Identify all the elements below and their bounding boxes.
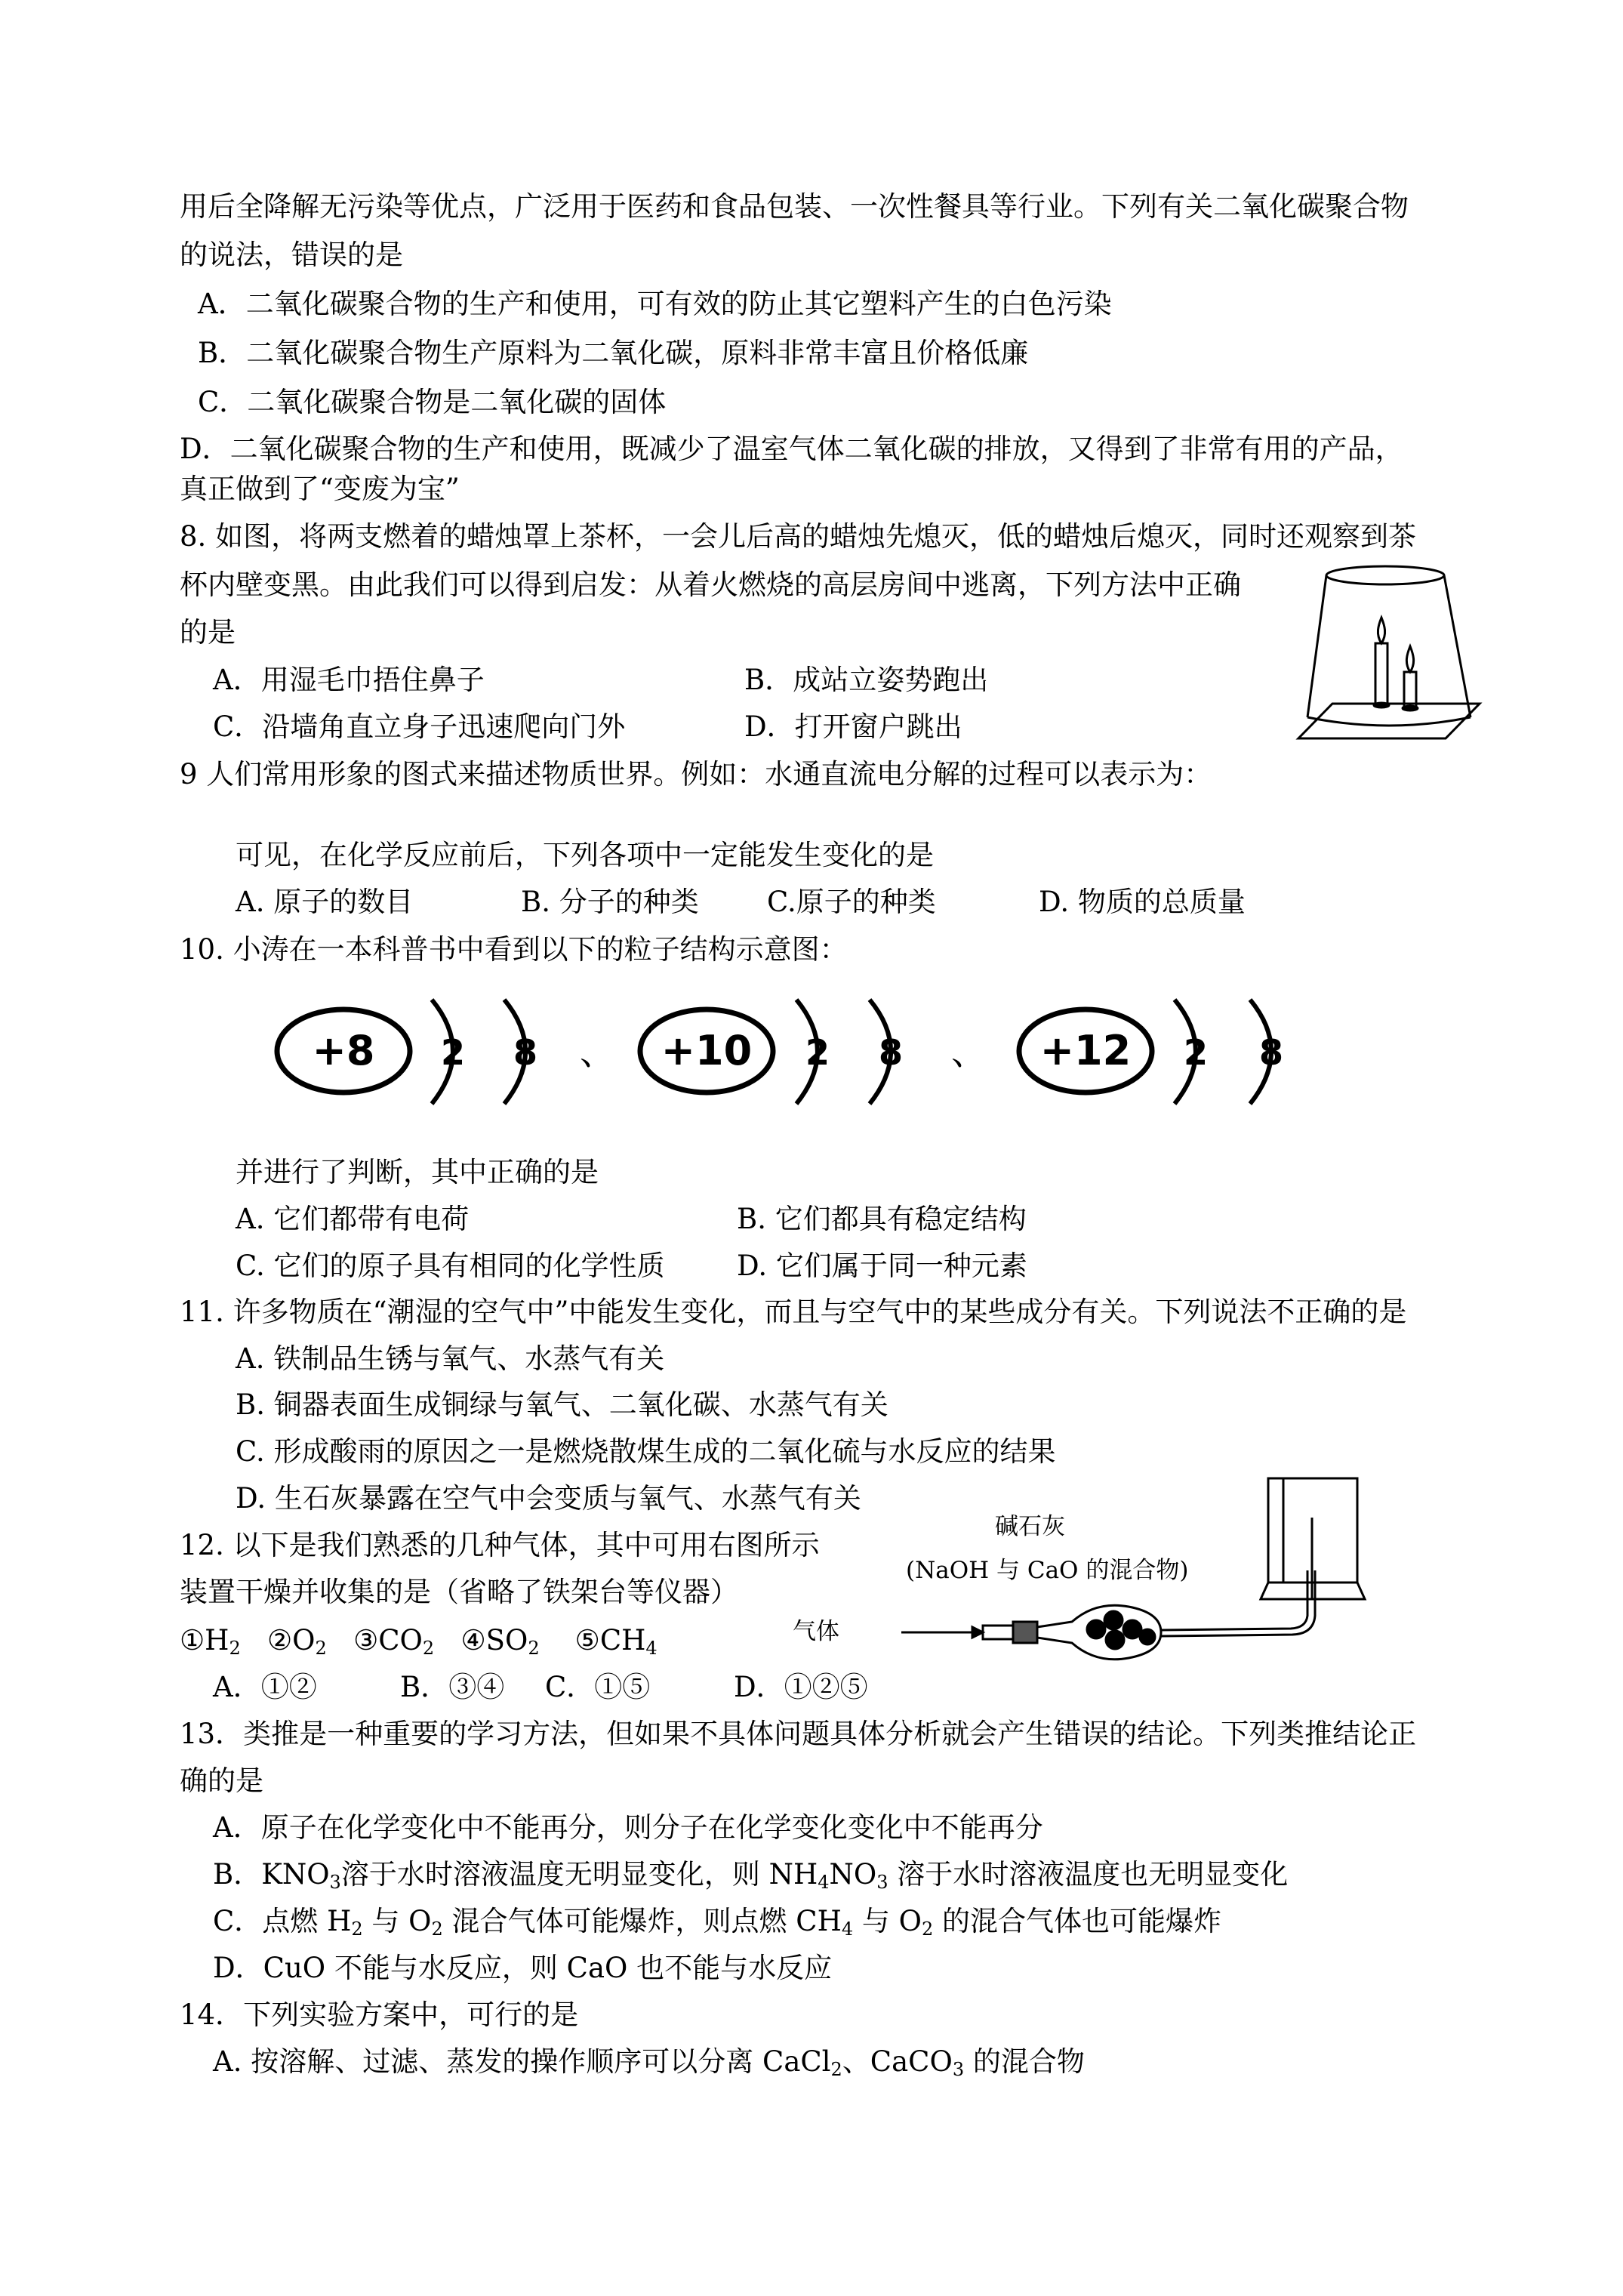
q11-option-a: A. 铁制品生锈与氧气、水蒸气有关 (236, 1342, 665, 1375)
fig-gas-label: 气体 (793, 1618, 839, 1645)
q10-option-d: D. 它们属于同一种元素 (737, 1250, 1027, 1282)
particle-structure-diagrams (272, 989, 1359, 1121)
q14-option-a: A. 按溶解、过滤、蒸发的操作顺序可以分离 CaCl$_2$、CaCO$_3$ 的混合物 (213, 2045, 1085, 2080)
particle-1-nucleus: +8 (312, 1027, 375, 1074)
cup-bottom (1326, 566, 1444, 584)
q9-line2: 可见，在化学反应前后，下列各项中一定能发生变化的是 (236, 839, 934, 871)
q10-option-b: B. 它们都具有稳定结构 (737, 1203, 1027, 1235)
q10-line2: 并进行了判断，其中正确的是 (236, 1156, 599, 1188)
q12-stem-line2: 装置干燥并收集的是（省略了铁架台等仪器） (180, 1576, 738, 1608)
tall-candle (1375, 643, 1387, 705)
particle-2-shell2: 8 (878, 1032, 904, 1073)
q13-option-d: D．CuO 不能与水反应，则 CaO 也不能与水反应 (213, 1952, 833, 1984)
particle-2-shell1: 2 (805, 1032, 830, 1073)
q9-stem: 9 人们常用形象的图式来描述物质世界。例如：水通直流电分解的过程可以表示为： (180, 758, 1212, 791)
fig-mixture-label: (NaOH 与 CaO 的混合物) (906, 1557, 1189, 1584)
q12-option-b: B．③④ (400, 1671, 505, 1703)
q9-option-d: D. 物质的总质量 (1039, 886, 1246, 918)
particle-1-shell1: 2 (440, 1032, 466, 1073)
q8-stem-line2: 杯内壁变黑。由此我们可以得到启发：从着火燃烧的高层房间中逃离，下列方法中正确 (180, 569, 1241, 601)
q11-option-c: C. 形成酸雨的原因之一是燃烧散煤生成的二氧化硫与水反应的结果 (236, 1435, 1056, 1468)
particle-3-shell2: 8 (1258, 1032, 1284, 1073)
q8-option-d: D．打开窗户跳出 (744, 710, 962, 743)
q8-stem-line3: 的是 (180, 616, 236, 649)
q8-option-a: A．用湿毛巾捂住鼻子 (213, 664, 485, 696)
cup-rim (1307, 717, 1471, 726)
q7-stem-line1: 用后全降解无污染等优点，广泛用于医药和食品包装、一次性餐具等行业。下列有关二氧化碳聚合物 (180, 190, 1409, 223)
q11-option-b: B. 铜器表面生成铜绿与氧气、二氧化碳、水蒸气有关 (236, 1388, 888, 1421)
separator-2: 、 (951, 1032, 986, 1073)
q7-option-c: C．二氧化碳聚合物是二氧化碳的固体 (198, 386, 667, 418)
particle-2-nucleus: +10 (661, 1027, 753, 1074)
q12-option-d: D．①②⑤ (734, 1671, 868, 1703)
q7-option-d-line2: 真正做到了“变废为宝” (180, 473, 460, 505)
q7-option-b: B．二氧化碳聚合物生产原料为二氧化碳，原料非常丰富且价格低廉 (198, 337, 1029, 369)
q8-option-b: B．成站立姿势跑出 (744, 664, 989, 696)
q8-stem-line1: 8. 如图，将两支燃着的蜡烛罩上茶杯，一会儿后高的蜡烛先熄灭，低的蜡烛后熄灭，同时还观察到茶 (180, 520, 1417, 553)
particle-3 (1019, 1000, 1283, 1104)
q9-option-b: B. 分子的种类 (521, 886, 699, 918)
q14-stem: 14．下列实验方案中，可行的是 (180, 1999, 579, 2031)
cup-left-wall (1307, 575, 1326, 717)
q9-option-a: A. 原子的数目 (236, 886, 414, 918)
q10-option-a: A. 它们都带有电荷 (236, 1203, 470, 1235)
q8-option-c: C．沿墙角直立身子迅速爬向门外 (213, 710, 626, 743)
q13-option-c: C．点燃 $H_2$ 与 $O_2$ 混合气体可能爆炸，则点燃 $CH_4$ 与 $O_2$ 的混合气体也可能爆炸 (213, 1905, 1222, 1940)
drying-apparatus-figure (898, 1472, 1374, 1672)
q13-option-a: A．原子在化学变化中不能再分，则分子在化学变化变化中不能再分 (213, 1811, 1043, 1844)
cup-right-wall (1444, 575, 1471, 717)
q12-option-c: C．①⑤ (545, 1671, 651, 1703)
particle-2 (640, 1000, 903, 1104)
q12-option-a: A．①② (213, 1671, 317, 1703)
q13-stem-line2: 确的是 (180, 1764, 263, 1797)
q7-option-a: A．二氧化碳聚合物的生产和使用，可有效的防止其它塑料产生的白色污染 (198, 288, 1112, 320)
q12-stem-line1: 12. 以下是我们熟悉的几种气体，其中可用右图所示 (180, 1529, 820, 1561)
q7-option-d-line1: D．二氧化碳聚合物的生产和使用，既减少了温室气体二氧化碳的排放，又得到了非常有用的产品， (180, 433, 1403, 465)
q11-stem: 11. 许多物质在“潮湿的空气中”中能发生变化，而且与空气中的某些成分有关。下列说法不正确的是 (180, 1296, 1407, 1328)
short-candle-flame (1406, 646, 1413, 672)
q10-stem: 10. 小涛在一本科普书中看到以下的粒子结构示意图： (180, 933, 848, 966)
particle-3-nucleus: +12 (1039, 1027, 1132, 1074)
particle-1-shell2: 8 (513, 1032, 538, 1073)
separator-1: 、 (580, 1032, 614, 1073)
candles-under-cup-figure (1291, 559, 1487, 744)
particle-1 (277, 1000, 537, 1104)
q7-stem-line2: 的说法，错误的是 (180, 239, 403, 271)
q9-option-c: C.原子的种类 (767, 886, 936, 918)
q12-gas-list: $①H_2$ $②O_2$ $③CO_2$ $④SO_2$ $⑤CH_4$ (180, 1624, 658, 1659)
q11-option-d: D. 生石灰暴露在空气中会变质与氧气、水蒸气有关 (236, 1482, 861, 1515)
tall-candle-flame (1378, 618, 1384, 643)
particle-3-shell1: 2 (1183, 1032, 1209, 1073)
q13-stem-line1: 13．类推是一种重要的学习方法，但如果不具体问题具体分析就会产生错误的结论。下列类推结论正 (180, 1718, 1417, 1750)
q13-option-b: B．$KNO_3$溶于水时溶液温度无明显变化，则 $NH_4NO_3$ 溶于水时溶液温度也无明显变化 (213, 1858, 1289, 1893)
q10-option-c: C. 它们的原子具有相同的化学性质 (236, 1250, 665, 1282)
fig-soda-lime-label: 碱石灰 (995, 1513, 1065, 1540)
